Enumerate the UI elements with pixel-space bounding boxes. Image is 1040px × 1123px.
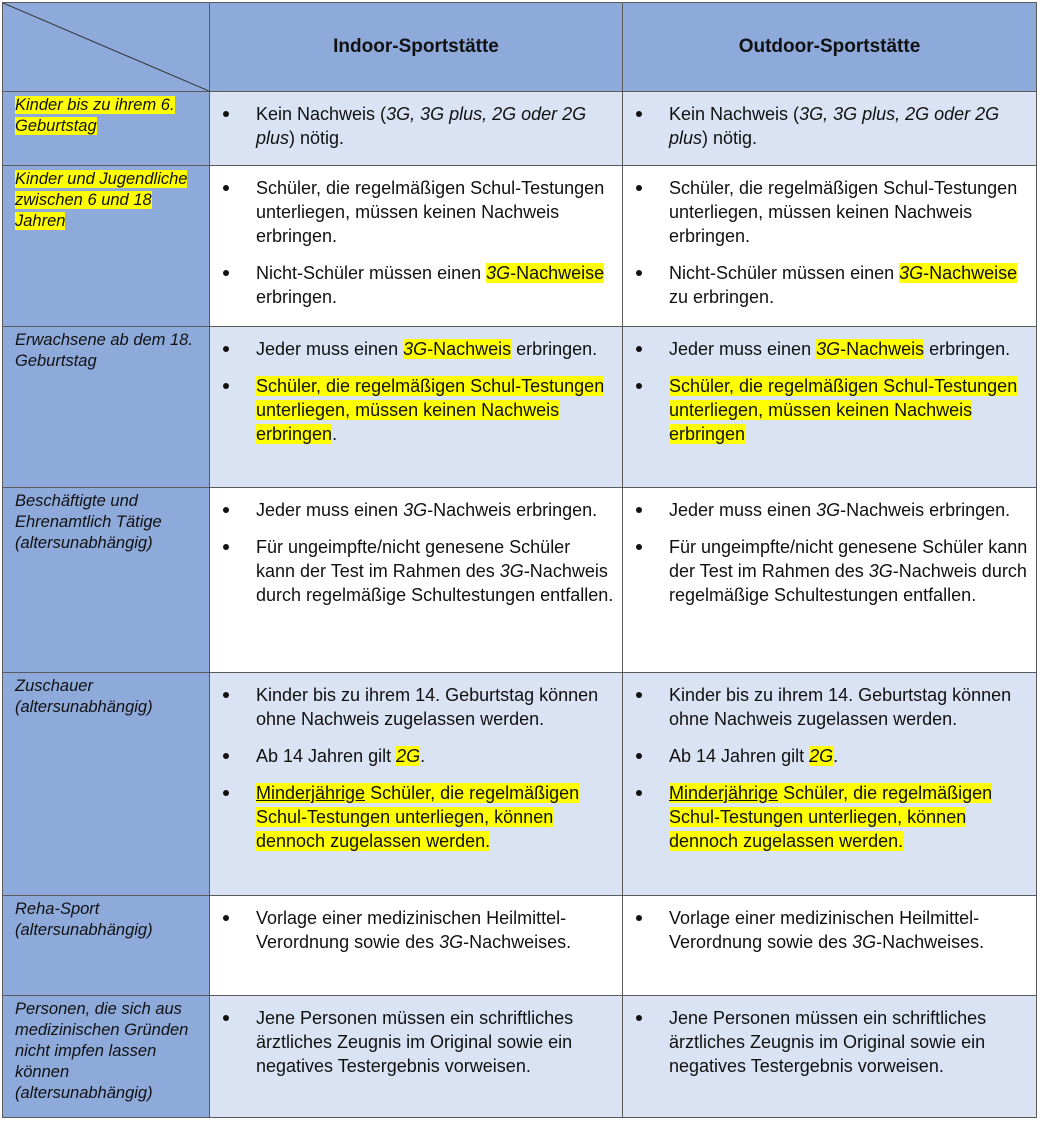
text-run: Kein Nachweis ( bbox=[256, 104, 387, 124]
text-run: Vorlage einer medizinischen Heilmittel-Verordnung sowie des bbox=[669, 908, 980, 952]
row-label bbox=[3, 327, 210, 488]
text-run: Schüler, die regelmäßigen Schul-Testungen unterliegen, müssen keinen Nachweis erbringen bbox=[669, 376, 1018, 444]
text-run: erbringen. bbox=[511, 339, 598, 359]
indoor-cell bbox=[210, 327, 623, 488]
text-run: Minderjährige bbox=[256, 783, 366, 803]
table-row bbox=[3, 92, 1037, 166]
bullet-list bbox=[633, 337, 1028, 446]
text-run: 3G bbox=[486, 263, 511, 283]
bullet-item bbox=[633, 535, 1028, 607]
row-label-text: Kinder bis zu ihrem 6. Geburtstag bbox=[15, 96, 175, 135]
row-label-text: Personen, die sich aus medizinischen Gründen nicht impfen lassen können (altersunabhängig) bbox=[15, 1000, 189, 1102]
text-run: Schüler, die regelmäßigen Schul-Testungen unterliegen, müssen keinen Nachweis erbringen. bbox=[669, 178, 1018, 246]
text-run: Kein Nachweis ( bbox=[669, 104, 800, 124]
text-run: Kinder bis zu ihrem 14. Geburtstag können ohne Nachweis zugelassen werden. bbox=[256, 685, 599, 729]
covid-rules-table bbox=[2, 2, 1037, 1118]
bullet-item bbox=[633, 1006, 1028, 1078]
text-run: 3G bbox=[403, 339, 428, 359]
text-run: 3G bbox=[899, 263, 924, 283]
row-label-text: Reha-Sport (altersunabhängig) bbox=[15, 900, 153, 939]
text-run: Jeder muss einen bbox=[669, 500, 817, 520]
text-run: Für ungeimpfte/nicht genesene Schüler kann der Test im Rahmen des bbox=[669, 537, 1028, 581]
row-label bbox=[3, 488, 210, 673]
indoor-cell bbox=[210, 673, 623, 896]
text-run: 3G bbox=[816, 339, 841, 359]
indoor-cell bbox=[210, 166, 623, 327]
text-run: -Nachweis durch regelmäßige Schultestungen entfallen. bbox=[669, 561, 1027, 605]
bullet-list bbox=[220, 498, 614, 607]
text-run: . bbox=[420, 746, 426, 766]
text-run: -Nachweis erbringen. bbox=[840, 500, 1011, 520]
table-body bbox=[3, 92, 1037, 1118]
indoor-column-header: Indoor-Sportstätte bbox=[210, 3, 623, 92]
diagonal-divider bbox=[3, 3, 209, 91]
text-run: 3G bbox=[852, 932, 877, 952]
table-row bbox=[3, 673, 1037, 896]
bullet-item bbox=[633, 498, 1028, 522]
bullet-item bbox=[633, 683, 1028, 731]
text-run: 2G bbox=[396, 746, 421, 766]
bullet-item bbox=[633, 176, 1028, 248]
bullet-list bbox=[220, 102, 614, 150]
text-run: Nicht-Schüler müssen einen bbox=[256, 263, 487, 283]
outdoor-cell bbox=[623, 673, 1037, 896]
bullet-item bbox=[633, 261, 1028, 309]
bullet-item bbox=[220, 102, 614, 150]
row-label bbox=[3, 673, 210, 896]
indoor-cell bbox=[210, 488, 623, 673]
bullet-list bbox=[633, 176, 1028, 309]
text-run: Minderjährige bbox=[669, 783, 779, 803]
text-run: -Nachweis erbringen. bbox=[427, 500, 598, 520]
outdoor-cell bbox=[623, 92, 1037, 166]
bullet-list bbox=[633, 683, 1028, 853]
table-row bbox=[3, 166, 1037, 327]
outdoor-column-header: Outdoor-Sportstätte bbox=[623, 3, 1037, 92]
text-run: zu erbringen. bbox=[669, 287, 775, 307]
text-run: Vorlage einer medizinischen Heilmittel-Verordnung sowie des bbox=[256, 908, 567, 952]
bullet-item bbox=[220, 498, 614, 522]
table-row bbox=[3, 327, 1037, 488]
bullet-list bbox=[633, 102, 1028, 150]
text-run: 3G, 3G plus, 2G oder 2G plus bbox=[669, 104, 1000, 148]
text-run: -Nachweise bbox=[510, 263, 605, 283]
text-run: Schüler, die regelmäßigen Schul-Testungen unterliegen, müssen keinen Nachweis erbringen bbox=[256, 376, 605, 444]
text-run: Schüler, die regelmäßigen Schul-Testungen unterliegen, können dennoch zugelassen werden. bbox=[669, 783, 993, 851]
bullet-item bbox=[633, 337, 1028, 361]
bullet-list bbox=[220, 337, 614, 446]
bullet-item bbox=[220, 374, 614, 446]
row-label bbox=[3, 996, 210, 1118]
row-label-text: Erwachsene ab dem 18. Geburtstag bbox=[15, 331, 193, 370]
text-run: 3G bbox=[816, 500, 841, 520]
text-run: 3G bbox=[499, 561, 524, 581]
bullet-item bbox=[220, 683, 614, 731]
bullet-item bbox=[220, 906, 614, 954]
text-run: ) nötig. bbox=[289, 128, 345, 148]
row-label bbox=[3, 92, 210, 166]
row-label-text: Kinder und Jugendliche zwischen 6 und 18 Jahren bbox=[15, 170, 188, 230]
outdoor-cell bbox=[623, 327, 1037, 488]
row-label bbox=[3, 896, 210, 996]
text-run: 3G bbox=[868, 561, 893, 581]
corner-cell bbox=[3, 3, 210, 92]
indoor-cell bbox=[210, 92, 623, 166]
indoor-cell bbox=[210, 996, 623, 1118]
text-run: Schüler, die regelmäßigen Schul-Testungen unterliegen, müssen keinen Nachweis erbringen. bbox=[256, 178, 605, 246]
bullet-item bbox=[220, 261, 614, 309]
text-run: . bbox=[332, 424, 338, 444]
text-run: Nicht-Schüler müssen einen bbox=[669, 263, 900, 283]
bullet-item bbox=[633, 906, 1028, 954]
bullet-item bbox=[220, 781, 614, 853]
bullet-list bbox=[633, 1006, 1028, 1078]
text-run: Jeder muss einen bbox=[256, 339, 404, 359]
bullet-list bbox=[633, 498, 1028, 607]
text-run: Kinder bis zu ihrem 14. Geburtstag können ohne Nachweis zugelassen werden. bbox=[669, 685, 1012, 729]
text-run: Jene Personen müssen ein schriftliches ärztliches Zeugnis im Original sowie ein negatives Testergebnis vorweisen. bbox=[669, 1008, 987, 1076]
text-run: -Nachweise bbox=[923, 263, 1018, 283]
row-label bbox=[3, 166, 210, 327]
text-run: Jeder muss einen bbox=[669, 339, 817, 359]
row-label-text: Beschäftigte und Ehrenamtlich Tätige (altersunabhängig) bbox=[15, 492, 162, 552]
text-run: erbringen. bbox=[924, 339, 1011, 359]
text-run: ) nötig. bbox=[702, 128, 758, 148]
text-run: 3G bbox=[439, 932, 464, 952]
row-label-text: Zuschauer (altersunabhängig) bbox=[15, 677, 153, 716]
bullet-list bbox=[220, 906, 614, 954]
text-run: Ab 14 Jahren gilt bbox=[256, 746, 397, 766]
table-row bbox=[3, 488, 1037, 673]
bullet-item bbox=[220, 535, 614, 607]
bullet-list bbox=[220, 683, 614, 853]
text-run: . bbox=[833, 746, 839, 766]
text-run: -Nachweises. bbox=[463, 932, 572, 952]
bullet-item bbox=[633, 744, 1028, 768]
text-run: 3G bbox=[403, 500, 428, 520]
text-run: Jeder muss einen bbox=[256, 500, 404, 520]
bullet-item bbox=[633, 781, 1028, 853]
bullet-list bbox=[220, 176, 614, 309]
bullet-item bbox=[220, 744, 614, 768]
text-run: -Nachweis bbox=[840, 339, 925, 359]
text-run: erbringen. bbox=[256, 287, 338, 307]
bullet-item bbox=[633, 374, 1028, 446]
table-row bbox=[3, 996, 1037, 1118]
text-run: 2G bbox=[809, 746, 834, 766]
text-run: Ab 14 Jahren gilt bbox=[669, 746, 810, 766]
table-row bbox=[3, 896, 1037, 996]
outdoor-cell bbox=[623, 166, 1037, 327]
outdoor-cell bbox=[623, 488, 1037, 673]
bullet-item bbox=[220, 176, 614, 248]
bullet-list bbox=[633, 906, 1028, 954]
text-run: Jene Personen müssen ein schriftliches ärztliches Zeugnis im Original sowie ein negatives Testergebnis vorweisen. bbox=[256, 1008, 574, 1076]
indoor-cell bbox=[210, 896, 623, 996]
text-run: -Nachweis bbox=[427, 339, 512, 359]
text-run: Schüler, die regelmäßigen Schul-Testungen unterliegen, können dennoch zugelassen werden. bbox=[256, 783, 580, 851]
header-row bbox=[3, 3, 1037, 92]
bullet-item bbox=[220, 337, 614, 361]
bullet-item bbox=[633, 102, 1028, 150]
outdoor-cell bbox=[623, 996, 1037, 1118]
text-run: -Nachweises. bbox=[876, 932, 985, 952]
text-run: Für ungeimpfte/nicht genesene Schüler kann der Test im Rahmen des bbox=[256, 537, 571, 581]
outdoor-cell bbox=[623, 896, 1037, 996]
bullet-list bbox=[220, 1006, 614, 1078]
text-run: 3G, 3G plus, 2G oder 2G plus bbox=[256, 104, 587, 148]
bullet-item bbox=[220, 1006, 614, 1078]
text-run: -Nachweis durch regelmäßige Schultestungen entfallen. bbox=[256, 561, 614, 605]
